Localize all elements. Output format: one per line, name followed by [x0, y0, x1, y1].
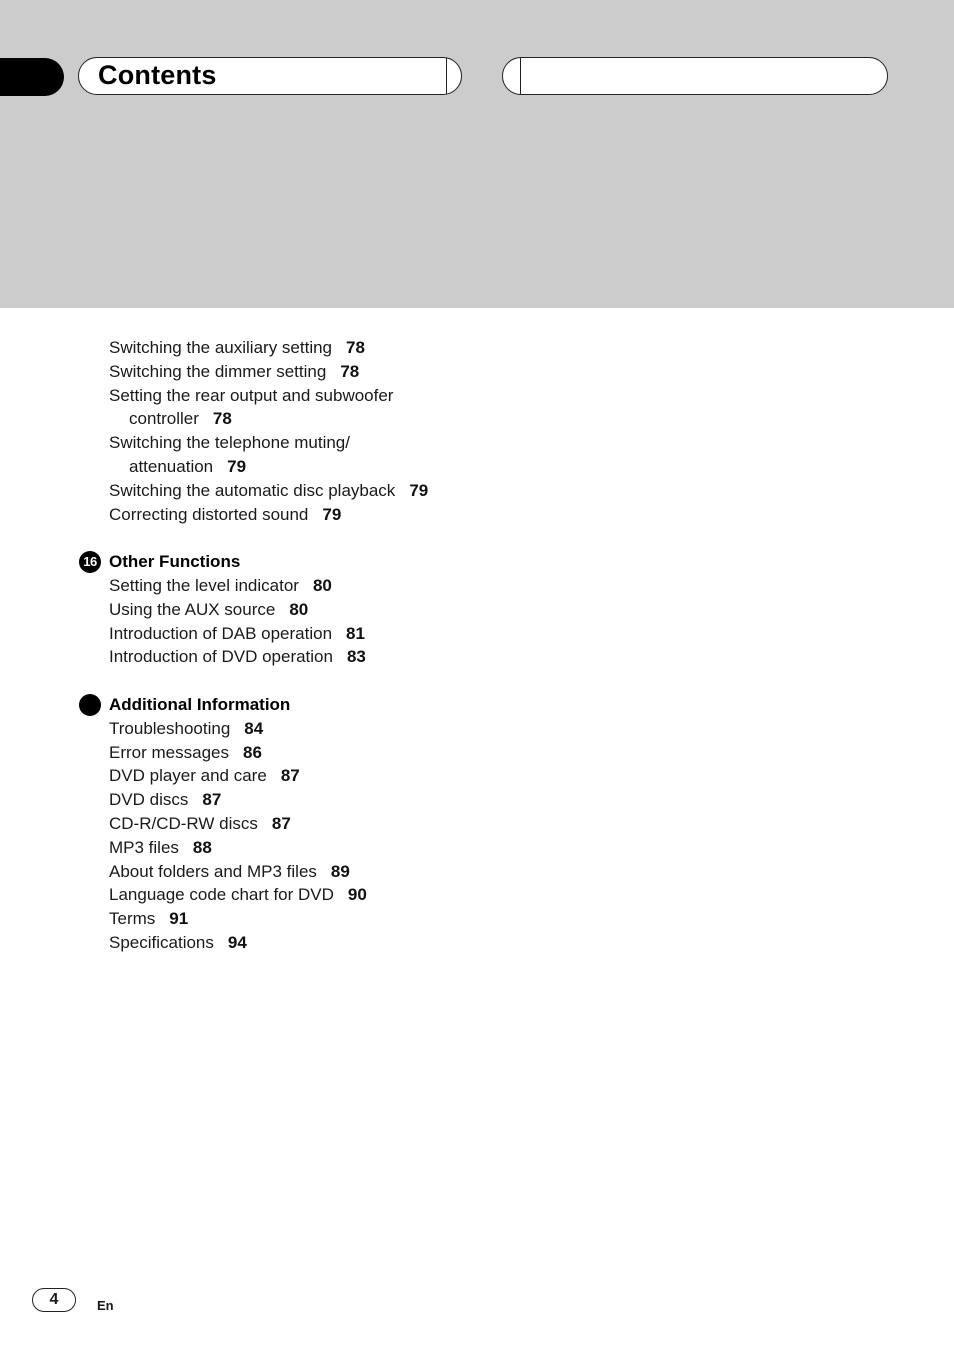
toc-entry[interactable] — [109, 764, 809, 788]
toc-entry-page: 79 — [409, 480, 429, 500]
toc-entry-text: Introduction of DAB operation — [109, 623, 333, 643]
toc-entry[interactable] — [109, 645, 809, 669]
title-pill — [78, 57, 462, 95]
toc-entry-page: 81 — [346, 623, 365, 643]
toc-entry-page: 87 — [202, 790, 222, 810]
title-pill-divider — [446, 58, 447, 94]
toc-entry-text: Terms — [109, 909, 156, 929]
header-band — [0, 0, 954, 308]
toc-entry[interactable] — [109, 479, 809, 503]
toc-entry[interactable] — [109, 836, 809, 860]
toc-entry-text: Specifications — [109, 932, 214, 952]
toc-entry-page: 94 — [227, 932, 247, 952]
toc-entry-text: MP3 files — [109, 837, 179, 857]
toc-entry[interactable] — [109, 812, 809, 836]
toc-entry-page: 79 — [322, 504, 342, 524]
toc-entry-page: 78 — [212, 409, 232, 429]
toc-entry[interactable] — [109, 360, 809, 384]
toc-entry-page: 88 — [192, 837, 212, 857]
section-number-badge — [79, 694, 101, 716]
toc-entry-page: 90 — [347, 885, 367, 905]
toc-entry-page: 84 — [244, 718, 264, 738]
toc-entry-text: Error messages — [109, 742, 229, 762]
toc-entry-page: 78 — [346, 338, 365, 357]
toc-entry-text: DVD discs — [109, 790, 189, 810]
toc-entry[interactable] — [109, 788, 809, 812]
toc-entry-page: 87 — [280, 766, 300, 786]
toc-entry-page: 91 — [169, 909, 189, 929]
toc-entry-text: Troubleshooting — [109, 718, 231, 738]
toc-entry-text: CD-R/CD-RW discs — [109, 813, 258, 833]
toc-entry[interactable] — [109, 907, 809, 931]
toc-entry-continuation[interactable] — [109, 407, 809, 431]
footer-page-number: 4 — [32, 1288, 76, 1312]
toc-entry[interactable] — [109, 431, 809, 455]
toc-entry-page: 80 — [289, 599, 309, 619]
toc-entry-text: Language code chart for DVD — [109, 885, 334, 905]
toc-entry-page: 79 — [227, 456, 247, 476]
toc-entry-page: 86 — [242, 742, 262, 762]
toc-entry-continuation[interactable] — [109, 455, 809, 479]
toc-entry[interactable] — [109, 717, 809, 741]
toc-entry-text: Switching the telephone muting/ — [109, 433, 350, 453]
toc-entry-text: Setting the rear output and subwoofer — [109, 385, 394, 405]
toc-entry-page: 89 — [330, 861, 350, 881]
toc-entry[interactable] — [109, 931, 809, 955]
section-heading[interactable]: Other Functions — [109, 552, 241, 572]
toc-entry[interactable] — [109, 598, 809, 622]
toc-entry-text: Introduction of DVD operation — [109, 647, 333, 667]
toc-entry-page: 87 — [271, 813, 291, 833]
toc-entry[interactable] — [109, 384, 809, 408]
toc-entry-page: 80 — [312, 575, 332, 595]
toc-entry-text: attenuation — [129, 456, 214, 476]
toc-entry-page: 78 — [340, 361, 360, 381]
toc-entry-text: Setting the level indicator — [109, 575, 299, 595]
section-other-functions — [83, 550, 809, 669]
toc-entry-text: About folders and MP3 files — [109, 861, 317, 881]
toc-entry-text: Switching the automatic disc playback — [109, 480, 396, 500]
toc-entry-text: controller — [129, 409, 199, 429]
toc-entry[interactable] — [109, 336, 809, 360]
toc-entry-text: Switching the auxiliary setting — [109, 338, 333, 357]
table-of-contents — [83, 336, 809, 955]
section-number-badge: 16 — [79, 551, 101, 573]
header-black-tab — [0, 58, 64, 96]
page-title: Contents — [98, 60, 217, 90]
toc-entry[interactable] — [109, 741, 809, 765]
blank-pill-divider — [520, 58, 521, 94]
footer-language: En — [97, 1298, 114, 1313]
toc-entry-text: Switching the dimmer setting — [109, 361, 327, 381]
toc-entry-text: Using the AUX source — [109, 599, 276, 619]
section-additional-information — [109, 693, 809, 955]
blank-pill — [502, 57, 888, 95]
toc-entry[interactable] — [109, 574, 809, 598]
toc-entry[interactable] — [109, 503, 809, 527]
toc-entry[interactable] — [109, 883, 809, 907]
top-entries — [109, 336, 809, 526]
section-heading[interactable]: Additional Information — [109, 694, 291, 714]
toc-entry-text: Correcting distorted sound — [109, 504, 309, 524]
toc-entry[interactable] — [109, 622, 809, 646]
toc-entry-page: 83 — [346, 647, 366, 667]
toc-entry-text: DVD player and care — [109, 766, 267, 786]
toc-entry[interactable] — [109, 860, 809, 884]
